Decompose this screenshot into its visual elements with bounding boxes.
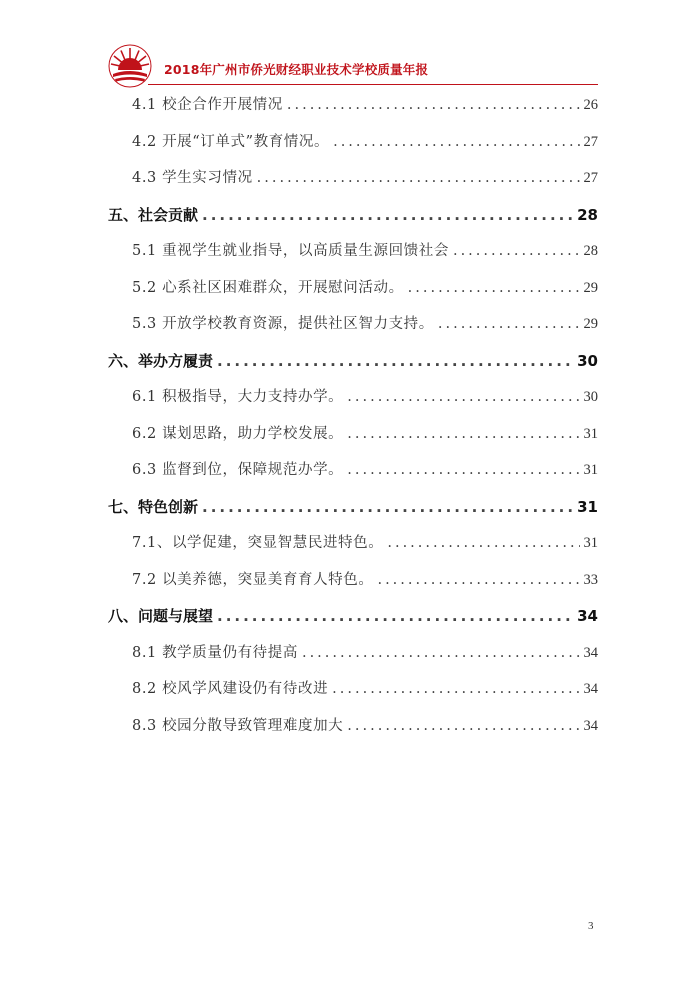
toc-entry-label: 6.3 监督到位，保障规范办学。 [132,462,344,478]
toc-dot-leader [453,233,580,270]
toc-section-heading[interactable] [108,197,598,234]
toc-dot-leader [347,452,579,489]
toc-entry-page-number: 34 [577,607,598,625]
toc-entry-page-number: 34 [583,717,598,734]
toc-entry-label: 5.2 心系社区困难群众，开展慰问活动。 [132,279,404,296]
toc-entry-page-number: 34 [583,681,598,697]
toc-entry-label: 6.1 积极指导，大力支持办学。 [132,389,344,405]
header-title: 2018年广州市侨光财经职业技术学校质量年报 [164,62,429,77]
toc-entry-page-number: 31 [577,497,598,516]
toc-dot-leader [202,197,573,234]
toc-dot-leader [332,671,579,708]
toc-entry[interactable] [108,306,598,343]
toc-entry-page-number: 33 [583,571,598,588]
toc-dot-leader [217,598,573,635]
toc-entry-page-number: 29 [583,279,598,296]
toc-dot-leader [202,489,573,526]
toc-dot-leader [347,708,579,745]
table-of-contents [108,87,598,744]
toc-dot-leader [408,270,580,307]
toc-dot-leader [347,379,579,416]
toc-entry[interactable] [108,525,598,562]
toc-entry[interactable] [108,708,598,745]
toc-entry-page-number: 30 [577,351,598,370]
toc-entry[interactable] [108,160,598,197]
toc-entry-label: 6.2 谋划思路，助力学校发展。 [132,425,344,442]
toc-dot-leader [347,416,579,453]
toc-entry-page-number: 29 [583,316,598,332]
toc-entry[interactable] [108,671,598,708]
toc-entry[interactable] [108,562,598,599]
toc-dot-leader [387,525,579,562]
toc-entry-label: 5.3 开放学校教育资源，提供社区智力支持。 [132,316,434,332]
toc-entry[interactable] [108,416,598,453]
page-number: 3 [588,920,594,932]
toc-dot-leader [217,343,573,380]
toc-entry-page-number: 31 [583,462,598,478]
school-emblem-icon [108,44,152,88]
toc-dot-leader [438,306,580,343]
toc-entry-page-number: 31 [583,425,598,442]
toc-entry-label: 七、特色创新 [108,497,199,516]
toc-entry-label: 5.1 重视学生就业指导，以高质量生源回馈社会 [132,243,449,259]
toc-entry-page-number: 28 [583,243,598,259]
toc-dot-leader [302,635,580,672]
toc-entry-label: 8.3 校园分散导致管理难度加大 [132,717,344,734]
toc-entry-page-number: 31 [583,535,598,551]
toc-entry[interactable] [108,233,598,270]
page-header [108,44,598,88]
toc-entry-page-number: 28 [577,205,598,224]
toc-dot-leader [287,87,580,124]
toc-entry[interactable] [108,452,598,489]
toc-entry-page-number: 27 [583,133,598,150]
toc-entry-label: 4.1 校企合作开展情况 [132,97,283,113]
toc-entry-label: 8.2 校风学风建设仍有待改进 [132,681,329,697]
toc-entry-page-number: 27 [583,170,598,186]
toc-entry-page-number: 34 [583,644,598,661]
toc-entry[interactable] [108,270,598,307]
toc-entry[interactable] [108,124,598,161]
toc-entry-label: 8.1 教学质量仍有待提高 [132,644,298,661]
toc-entry-label: 4.2 开展“订单式”教育情况。 [132,133,330,150]
toc-section-heading[interactable] [108,598,598,635]
toc-section-heading[interactable] [108,343,598,380]
header-divider [148,84,598,85]
toc-entry-label: 7.2 以美养德，突显美育育人特色。 [132,571,374,588]
toc-entry-page-number: 30 [583,389,598,405]
toc-entry-label: 4.3 学生实习情况 [132,170,253,186]
toc-entry[interactable] [108,87,598,124]
toc-entry[interactable] [108,635,598,672]
toc-dot-leader [257,160,580,197]
toc-entry-page-number: 26 [583,97,598,113]
toc-entry-label: 八、问题与展望 [108,607,214,625]
toc-dot-leader [333,124,579,161]
toc-dot-leader [377,562,579,599]
toc-entry-label: 五、社会贡献 [108,205,199,224]
toc-entry-label: 六、举办方履责 [108,351,214,370]
toc-entry-label: 7.1、以学促建，突显智慧民进特色。 [132,535,384,551]
toc-section-heading[interactable] [108,489,598,526]
toc-entry[interactable] [108,379,598,416]
